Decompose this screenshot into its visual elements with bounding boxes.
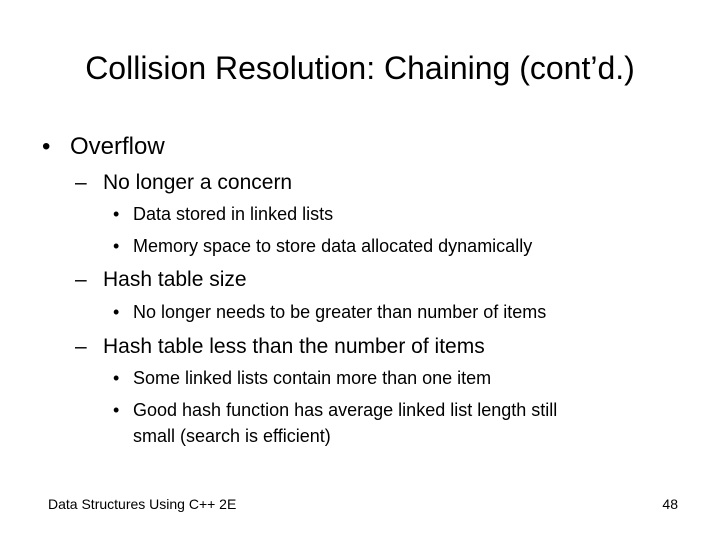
bullet-level-3: Good hash function has average linked list length still	[133, 400, 558, 420]
bullet-level-3-continuation: small (search is efficient)	[133, 426, 331, 446]
bullet-icon: •	[42, 133, 51, 160]
bullet-level-2: Hash table size	[103, 268, 247, 291]
bullet-level-3: Data stored in linked lists	[133, 204, 334, 224]
bullet-level-2: Hash table less than the number of items	[103, 335, 485, 358]
dash-icon: –	[75, 268, 87, 291]
bullet-level-3: Memory space to store data allocated dynamically	[133, 236, 533, 256]
bullet-level-3: Some linked lists contain more than one item	[133, 368, 492, 388]
slide-title: Collision Resolution: Chaining (cont’d.)	[85, 50, 635, 86]
page-number: 48	[662, 496, 678, 512]
bullet-icon: •	[113, 236, 120, 256]
bullet-level-3: No longer needs to be greater than number of items	[133, 302, 547, 322]
dash-icon: –	[75, 171, 87, 194]
footer-source: Data Structures Using C++ 2E	[48, 496, 237, 512]
dash-icon: –	[75, 335, 87, 358]
bullet-icon: •	[113, 302, 120, 322]
bullet-icon: •	[113, 368, 120, 388]
bullet-icon: •	[113, 204, 120, 224]
bullet-level-2: No longer a concern	[103, 171, 293, 194]
bullet-icon: •	[113, 400, 120, 420]
bullet-level-1: Overflow	[70, 133, 165, 160]
